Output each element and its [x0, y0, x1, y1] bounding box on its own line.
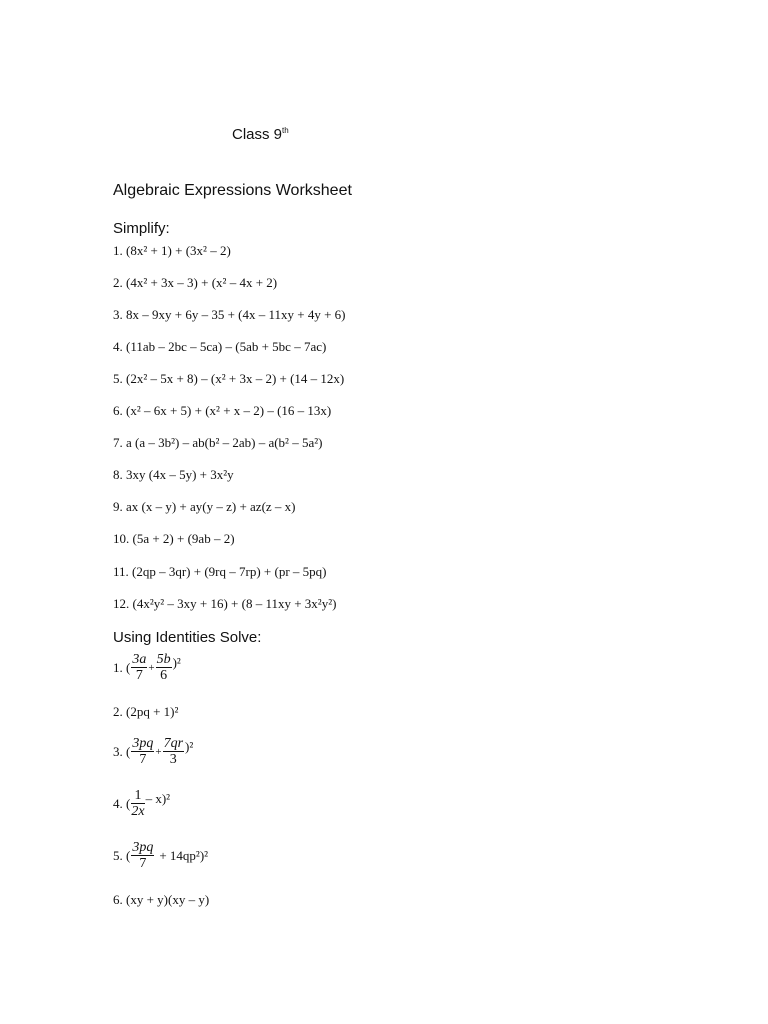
identity-item-1	[113, 652, 181, 683]
q1-suffix: )²	[172, 654, 181, 670]
q1-operator: +	[148, 661, 155, 674]
q5-prefix: 5. (	[113, 847, 131, 863]
simplify-item-8: 8. 3xy (4x – 5y) + 3x²y	[113, 467, 234, 482]
q4-den: 2x	[131, 804, 145, 819]
q4-suffix: – x)²	[145, 790, 171, 806]
simplify-item-12: 12. (4x²y² – 3xy + 16) + (8 – 11xy + 3x²y²)	[113, 596, 337, 611]
q3-fraction-1	[131, 736, 154, 767]
identity-item-5	[113, 840, 208, 871]
worksheet-title: Algebraic Expressions Worksheet	[113, 182, 352, 199]
q5-suffix: + 14qp²)²	[159, 847, 209, 863]
simplify-item-11: 11. (2qp – 3qr) + (9rq – 7rp) + (pr – 5pq)	[113, 564, 327, 579]
q3-operator: +	[155, 745, 162, 758]
q1-num-1: 3a	[132, 652, 147, 667]
q1-prefix: 1. (	[113, 659, 131, 675]
class-label: Class 9	[232, 126, 283, 143]
simplify-item-2: 2. (4x² + 3x – 3) + (x² – 4x + 2)	[113, 275, 278, 290]
class-superscript: th	[282, 126, 289, 135]
identity-item-4	[113, 788, 170, 819]
q3-num-2: 7qr	[163, 736, 184, 751]
q5-num: 3pq	[132, 840, 154, 855]
q3-num-1: 3pq	[132, 736, 154, 751]
identity-item-2: 2. (2pq + 1)²	[113, 704, 179, 719]
simplify-item-10: 10. (5a + 2) + (9ab – 2)	[113, 531, 235, 546]
q5-den: 7	[139, 856, 147, 871]
q3-den-2: 3	[169, 752, 177, 767]
q1-fraction-1	[131, 652, 147, 683]
identity-item-6: 6. (xy + y)(xy – y)	[113, 892, 210, 907]
simplify-item-6: 6. (x² – 6x + 5) + (x² + x – 2) – (16 – 13x)	[113, 403, 332, 418]
q4-num: 1	[131, 788, 144, 804]
q4-prefix: 4. (	[113, 795, 131, 811]
q1-den-1: 7	[135, 668, 143, 683]
simplify-item-5: 5. (2x² – 5x + 8) – (x² + 3x – 2) + (14 – 12x)	[113, 371, 345, 386]
identity-item-3	[113, 736, 193, 767]
simplify-heading: Simplify:	[113, 220, 170, 237]
class-heading	[232, 126, 289, 143]
simplify-item-1: 1. (8x² + 1) + (3x² – 2)	[113, 243, 231, 258]
identities-heading: Using Identities Solve:	[113, 629, 262, 646]
q3-fraction-2	[163, 736, 184, 767]
q3-den-1: 7	[139, 752, 147, 767]
q5-fraction	[131, 840, 154, 871]
q1-fraction-2	[156, 652, 172, 683]
simplify-item-9: 9. ax (x – y) + ay(y – z) + az(z – x)	[113, 499, 296, 514]
q3-suffix: )²	[185, 738, 194, 754]
simplify-item-3: 3. 8x – 9xy + 6y – 35 + (4x – 11xy + 4y + 6)	[113, 307, 346, 322]
simplify-item-4: 4. (11ab – 2bc – 5ca) – (5ab + 5bc – 7ac)	[113, 339, 327, 354]
simplify-item-7: 7. a (a – 3b²) – ab(b² – 2ab) – a(b² – 5a²)	[113, 435, 323, 450]
q1-num-2: 5b	[156, 652, 171, 667]
q1-den-2: 6	[160, 668, 168, 683]
q3-prefix: 3. (	[113, 743, 131, 759]
q4-fraction	[131, 788, 144, 819]
